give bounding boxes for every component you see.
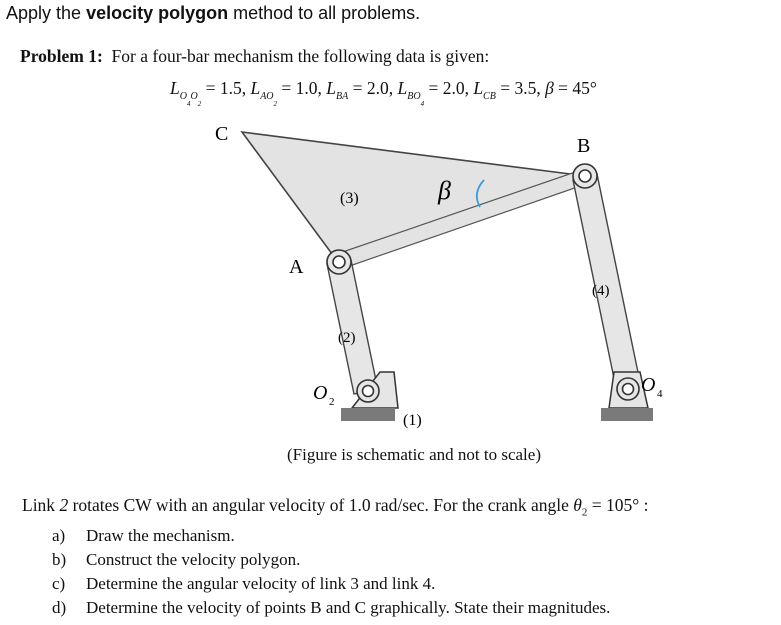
- label-B: B: [577, 135, 591, 157]
- problem-label: Problem 1:: [20, 46, 103, 66]
- question-marker: b): [52, 550, 67, 569]
- label-O2: O: [313, 382, 328, 404]
- label-ground: (1): [403, 412, 422, 429]
- task-text-before: Link: [22, 495, 60, 515]
- question-item: [52, 548, 610, 572]
- instructions-bold: velocity polygon: [86, 3, 229, 23]
- question-item: [52, 572, 610, 596]
- label-O4: O: [641, 374, 656, 396]
- task-statement: [22, 495, 648, 523]
- label-A: A: [289, 256, 304, 278]
- question-text: Determine the velocity of points B and C graphically. State their magnitudes.: [86, 598, 611, 617]
- question-item: [52, 524, 610, 548]
- label-link-3: (3): [340, 190, 359, 207]
- given-data: $L_{O_4O_2} = 1.5$, $L_{AO_2} = 1.0$, $L_{BA} = 2.0$, $L_{BO_4} = 2.0$, $L_{CB} = 3.5$, β = 45°: [170, 78, 597, 108]
- question-text: Determine the angular velocity of link 3 and link 4.: [86, 574, 436, 593]
- given-L-AO2: 1.0: [295, 78, 318, 98]
- given-beta: 45°: [572, 78, 597, 98]
- problem-intro: For a four-bar mechanism the following data is given:: [111, 46, 490, 66]
- question-text: Construct the velocity polygon.: [86, 550, 301, 569]
- link-2-bar: [327, 260, 378, 394]
- task-text-after: rotates CW with an angular velocity of 1.0 rad/sec. For the crank angle: [68, 495, 574, 515]
- label-beta: β: [438, 176, 451, 205]
- label-O2-sub: 2: [329, 396, 335, 408]
- question-marker: a): [52, 526, 66, 545]
- task-theta: θ: [573, 495, 582, 515]
- instructions-prefix: Apply the: [6, 3, 87, 23]
- question-marker: d): [52, 598, 67, 617]
- task-angle: = 105° :: [587, 495, 649, 515]
- figure-caption: (Figure is schematic and not to scale): [287, 445, 541, 464]
- task-theta-sub: 2: [581, 506, 588, 519]
- pivot-O4-pin: [623, 384, 634, 395]
- question-item: [52, 596, 610, 620]
- ground-base-O2: [341, 408, 395, 421]
- given-L-CB: 3.5: [514, 78, 537, 98]
- task-link-number: 2: [59, 495, 69, 515]
- label-C: C: [215, 123, 229, 145]
- given-L-BO4: 2.0: [442, 78, 465, 98]
- label-link-4: (4): [592, 283, 610, 299]
- instructions-suffix: method to all problems.: [228, 3, 421, 23]
- question-text: Draw the mechanism.: [86, 526, 235, 545]
- given-L-O4O2: 1.5: [219, 78, 242, 98]
- question-marker: c): [52, 574, 66, 593]
- pivot-O2-pin: [363, 386, 374, 397]
- given-L-BA: 2.0: [366, 78, 389, 98]
- link-4-bar: [573, 174, 640, 388]
- ground-base-O4: [601, 408, 653, 421]
- joint-B-pin: [579, 170, 591, 182]
- label-link-2: (2): [338, 330, 356, 346]
- label-O4-sub: 4: [657, 388, 663, 400]
- joint-A-pin: [333, 256, 345, 268]
- question-list: [52, 524, 610, 620]
